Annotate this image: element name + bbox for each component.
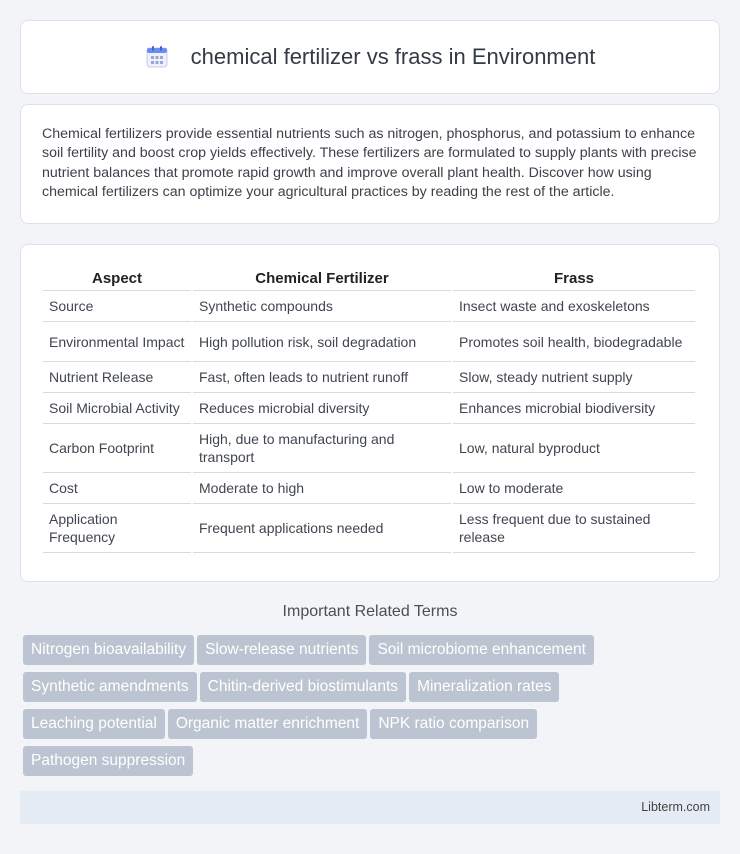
table-cell: Environmental Impact — [43, 322, 191, 362]
footer — [20, 791, 720, 824]
table-row — [43, 362, 695, 393]
intro-paragraph: Chemical fertilizers provide essential nutrients such as nitrogen, phosphorus, and potassium to enhance soil fertility and boost crop yields effectively. These fertilizers are formulated to supply plants with precise nutrient balances that promote rapid growth and improve overall plant health. Discover how using chemical fertilizers can optimize your agricultural practices by reading the rest of the article. — [42, 126, 697, 200]
header-chemical-fertilizer: Chemical Fertilizer — [193, 265, 451, 291]
term-tag[interactable]: Chitin-derived biostimulants — [200, 672, 406, 702]
table-cell: Moderate to high — [193, 473, 451, 504]
table-cell: Synthetic compounds — [193, 291, 451, 322]
table-row — [43, 393, 695, 424]
table-cell: Soil Microbial Activity — [43, 393, 191, 424]
table-row — [43, 473, 695, 504]
term-tag[interactable]: NPK ratio comparison — [370, 709, 537, 739]
table-cell: Reduces microbial diversity — [193, 393, 451, 424]
comparison-table — [41, 265, 697, 553]
term-tag[interactable]: Soil microbiome enhancement — [369, 635, 594, 665]
table-cell: Promotes soil health, biodegradable — [453, 322, 695, 362]
footer-brand-link[interactable]: Libterm.com — [641, 800, 710, 814]
table-cell: Cost — [43, 473, 191, 504]
table-cell: Nutrient Release — [43, 362, 191, 393]
table-cell: Low to moderate — [453, 473, 695, 504]
related-terms-list — [23, 635, 723, 783]
table-row — [43, 291, 695, 322]
table-row — [43, 504, 695, 553]
header-aspect: Aspect — [43, 265, 191, 291]
title-card — [20, 20, 720, 94]
table-cell: Application Frequency — [43, 504, 191, 553]
term-tag[interactable]: Mineralization rates — [409, 672, 559, 702]
table-cell: Slow, steady nutrient supply — [453, 362, 695, 393]
table-row — [43, 322, 695, 362]
table-cell: Low, natural byproduct — [453, 424, 695, 473]
term-tag[interactable]: Organic matter enrichment — [168, 709, 368, 739]
table-cell: Insect waste and exoskeletons — [453, 291, 695, 322]
term-tag[interactable]: Nitrogen bioavailability — [23, 635, 194, 665]
table-row — [43, 424, 695, 473]
comparison-card — [20, 244, 720, 582]
term-tag[interactable]: Slow-release nutrients — [197, 635, 366, 665]
table-cell: Enhances microbial biodiversity — [453, 393, 695, 424]
table-cell: Frequent applications needed — [193, 504, 451, 553]
term-tag[interactable]: Synthetic amendments — [23, 672, 197, 702]
intro-card — [20, 104, 720, 224]
table-cell: Carbon Footprint — [43, 424, 191, 473]
table-cell: High pollution risk, soil degradation — [193, 322, 451, 362]
table-cell: Less frequent due to sustained release — [453, 504, 695, 553]
term-tag[interactable]: Leaching potential — [23, 709, 165, 739]
table-cell: High, due to manufacturing and transport — [193, 424, 451, 473]
related-terms-heading: Important Related Terms — [282, 603, 458, 620]
calendar-icon — [145, 45, 169, 69]
header-frass: Frass — [453, 265, 695, 291]
term-tag[interactable]: Pathogen suppression — [23, 746, 193, 776]
table-cell: Fast, often leads to nutrient runoff — [193, 362, 451, 393]
table-cell: Source — [43, 291, 191, 322]
page-title: chemical fertilizer vs frass in Environment — [190, 44, 596, 69]
